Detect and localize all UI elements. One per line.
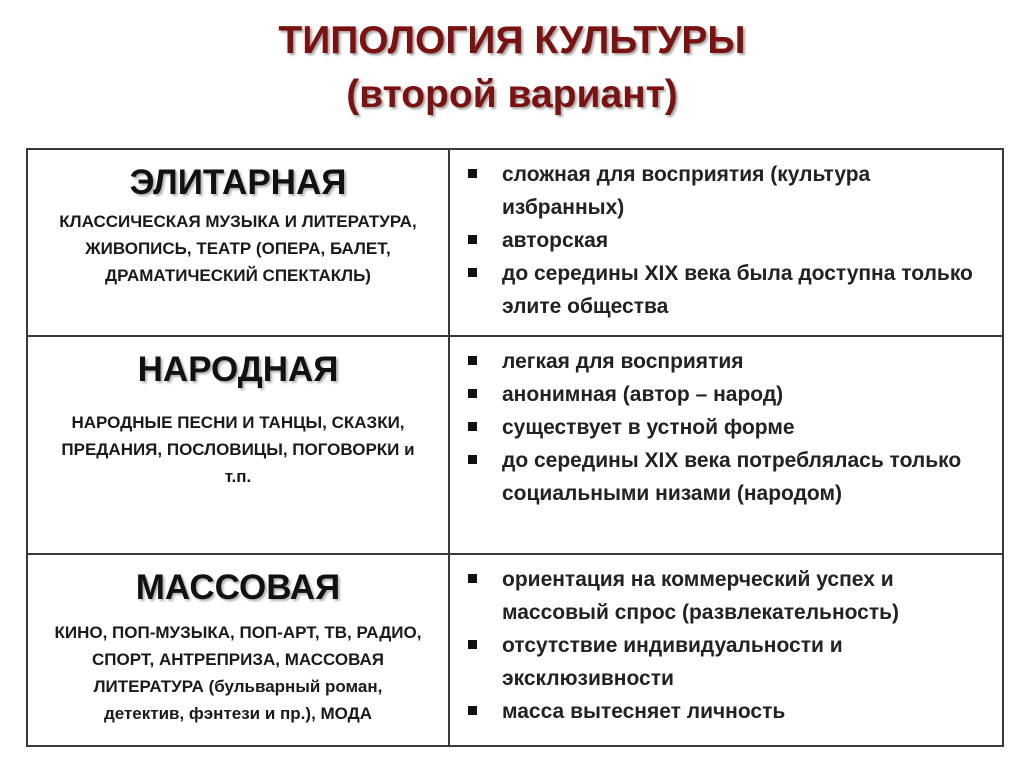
title-subtitle: (второй вариант) <box>346 73 678 116</box>
type-examples-folk: НАРОДНЫЕ ПЕСНИ И ТАНЦЫ, СКАЗКИ, ПРЕДАНИЯ, ПОСЛОВИЦЫ, ПОГОВОРКИ и т.п. <box>61 413 415 486</box>
features-cell-mass <box>449 554 1003 746</box>
feature-item <box>464 563 986 629</box>
feature-item <box>464 345 986 378</box>
table-row-elite <box>27 149 1003 336</box>
culture-typology-table <box>26 148 1004 747</box>
features-list-mass <box>450 555 1002 728</box>
square-bullet-icon <box>468 169 477 178</box>
square-bullet-icon <box>468 640 477 649</box>
feature-item <box>464 257 986 323</box>
feature-item <box>464 411 986 444</box>
feature-text: сложная для восприятия (культура избранных) <box>502 163 871 219</box>
square-bullet-icon <box>468 455 477 464</box>
feature-item <box>464 695 986 728</box>
feature-text: отсутствие индивидуальности и эксклюзивности <box>502 634 843 690</box>
features-cell-folk <box>449 336 1003 554</box>
square-bullet-icon <box>468 268 477 277</box>
type-cell-elite <box>27 149 449 336</box>
feature-item <box>464 158 986 224</box>
feature-item <box>464 378 986 411</box>
feature-item <box>464 444 986 510</box>
table-row-folk <box>27 336 1003 554</box>
table-row-mass <box>27 554 1003 746</box>
slide-title <box>0 14 1024 122</box>
features-cell-elite <box>449 149 1003 336</box>
feature-text: легкая для восприятия <box>502 350 744 373</box>
feature-text: до середины XIX века была доступна только элите общества <box>502 262 973 318</box>
square-bullet-icon <box>468 706 477 715</box>
features-list-folk <box>450 337 1002 510</box>
type-name-mass: МАССОВАЯ <box>135 568 341 607</box>
feature-text: существует в устной форме <box>502 416 795 439</box>
type-name-folk: НАРОДНАЯ <box>137 350 339 389</box>
feature-item <box>464 629 986 695</box>
features-list-elite <box>450 150 1002 323</box>
type-cell-folk <box>27 336 449 554</box>
feature-item <box>464 224 986 257</box>
type-examples-mass: КИНО, ПОП-МУЗЫКА, ПОП-АРТ, ТВ, РАДИО, СПОРТ, АНТРЕПРИЗА, МАССОВАЯ ЛИТЕРАТУРА (бульварный роман, детектив, фэнтези и пр.), МОДА <box>54 623 422 723</box>
type-name-elite: ЭЛИТАРНАЯ <box>129 163 347 202</box>
square-bullet-icon <box>468 574 477 583</box>
square-bullet-icon <box>468 389 477 398</box>
square-bullet-icon <box>468 356 477 365</box>
title-main: ТИПОЛОГИЯ КУЛЬТУРЫ <box>278 19 746 62</box>
feature-text: масса вытесняет личность <box>502 700 786 723</box>
feature-text: ориентация на коммерческий успех и массовый спрос (развлекательность) <box>502 568 900 624</box>
feature-text: до середины XIX века потреблялась только социальными низами (народом) <box>502 449 962 505</box>
type-examples-elite: КЛАССИЧЕСКАЯ МУЗЫКА И ЛИТЕРАТУРА, ЖИВОПИСЬ, ТЕАТР (ОПЕРА, БАЛЕТ, ДРАМАТИЧЕСКИЙ СПЕКТАКЛЬ) <box>59 212 417 285</box>
feature-text: анонимная (автор – народ) <box>502 383 784 406</box>
type-cell-mass <box>27 554 449 746</box>
square-bullet-icon <box>468 235 477 244</box>
feature-text: авторская <box>502 229 609 252</box>
square-bullet-icon <box>468 422 477 431</box>
